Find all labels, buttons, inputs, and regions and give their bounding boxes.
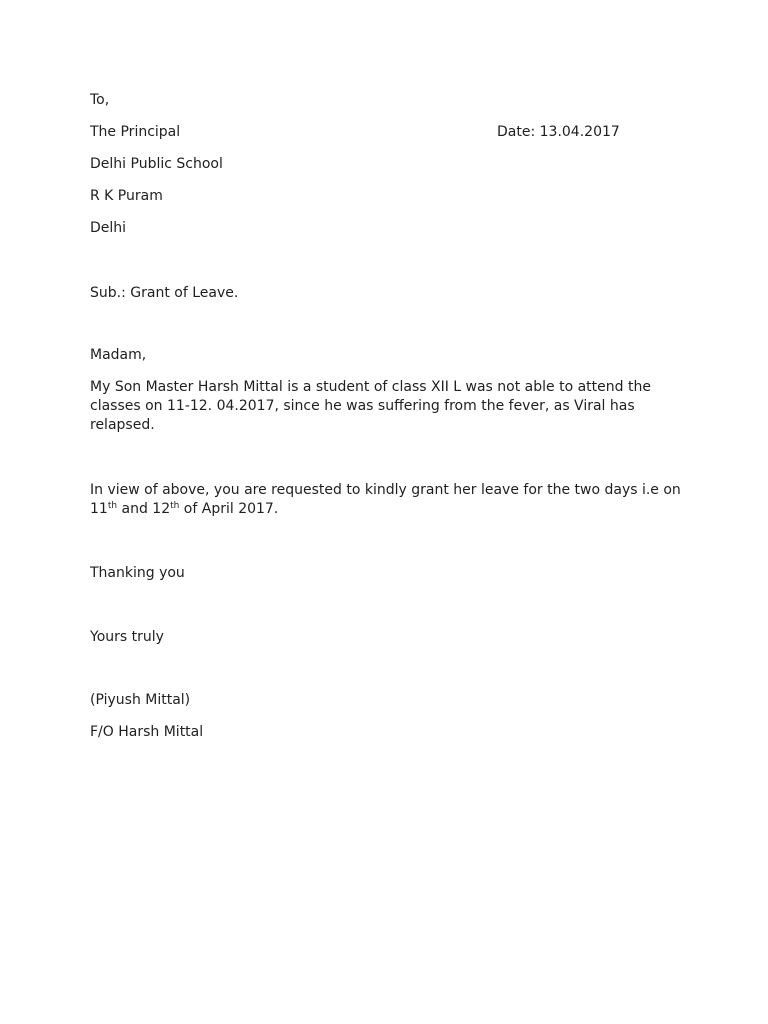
body-paragraph-1 [90,378,690,435]
date-day-2: and 12 [117,501,171,517]
closing-yours-truly: Yours truly [90,629,164,645]
subject-line: Sub.: Grant of Leave. [90,285,239,301]
closing-thanks: Thanking you [90,565,185,581]
body-paragraph-1-line-1: My Son Master Harsh Mittal is a student of class XII L was not able to attend the [90,379,651,395]
to-label: To, [90,92,110,108]
school-name: Delhi Public School [90,156,223,172]
body-paragraph-2 [90,481,690,519]
ordinal-suffix-2: th [170,501,180,511]
recipient-title: The Principal [90,124,181,140]
letter-date: Date: 13.04.2017 [497,124,620,140]
body-paragraph-2-line-2 [90,500,690,519]
greeting: Madam, [90,347,147,363]
date-month-year: of April 2017. [179,501,279,517]
signature-relation: F/O Harsh Mittal [90,724,204,740]
address-line-1: R K Puram [90,188,163,204]
signature-name: (Piyush Mittal) [90,692,191,708]
address-line-2: Delhi [90,220,127,236]
ordinal-suffix-1: th [107,501,118,511]
date-day-1: 11 [90,501,108,517]
body-paragraph-1-line-3: relapsed. [90,417,155,433]
body-paragraph-1-line-2: classes on 11-12. 04.2017, since he was suffering from the fever, as Viral has [90,398,635,414]
body-paragraph-2-line-1: In view of above, you are requested to kindly grant her leave for the two days i.e on [90,482,681,498]
